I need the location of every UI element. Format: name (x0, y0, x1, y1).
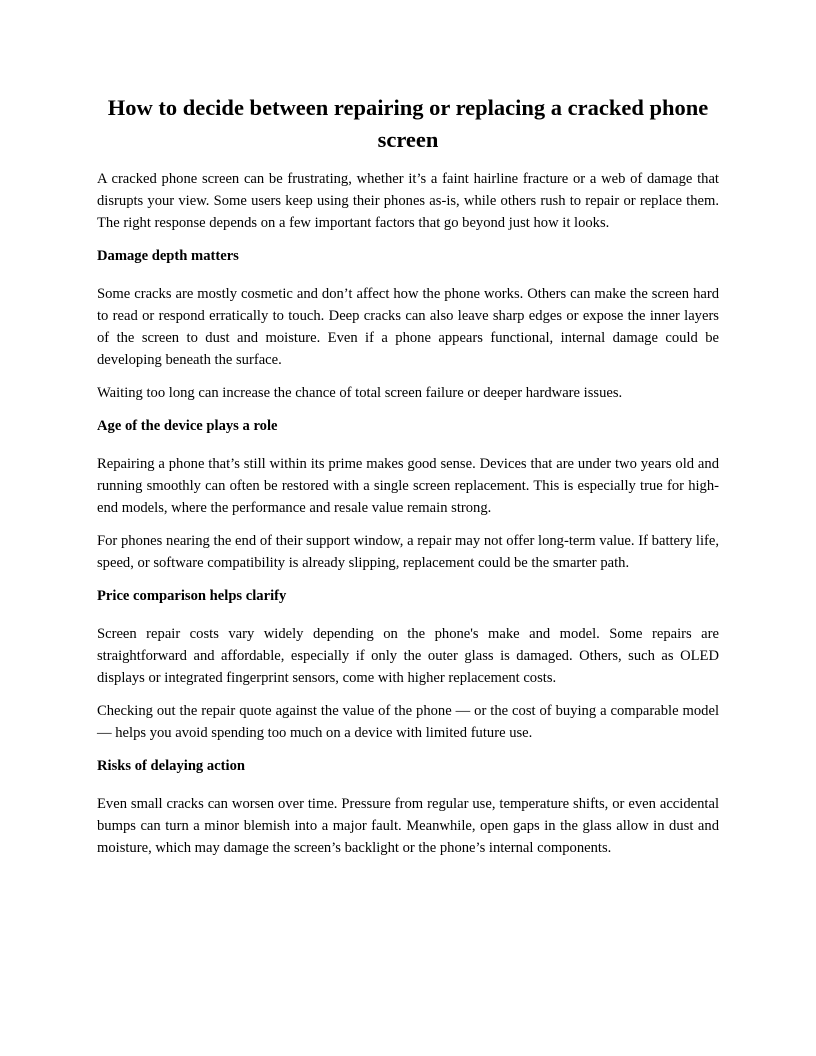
document-page (97, 92, 719, 870)
section-heading: Damage depth matters (97, 248, 239, 264)
section-price-comparison (97, 585, 719, 744)
section-paragraph: Repairing a phone that’s still within its prime makes good sense. Devices that are under two years old and running smoothly can often be restored with a single screen replacement. This is especially true for high-end models, where the performance and resale value remain strong. (97, 456, 719, 516)
section-heading: Risks of delaying action (97, 758, 245, 774)
section-paragraph: Checking out the repair quote against the value of the phone — or the cost of buying a comparable model — helps you avoid spending too much on a device with limited future use. (97, 703, 719, 741)
section-heading: Price comparison helps clarify (97, 588, 287, 604)
section-damage-depth (97, 245, 719, 404)
page-title: How to decide between repairing or replacing a cracked phone screen (107, 95, 709, 152)
section-paragraph: Even small cracks can worsen over time. Pressure from regular use, temperature shifts, or even accidental bumps can turn a minor blemish into a major fault. Meanwhile, open gaps in the glass allow in dust and moisture, which may damage the screen’s backlight or the phone’s internal components. (97, 796, 719, 856)
section-paragraph: Waiting too long can increase the chance of total screen failure or deeper hardware issues. (97, 385, 623, 401)
section-device-age (97, 415, 719, 574)
section-paragraph: For phones nearing the end of their support window, a repair may not offer long-term value. If battery life, speed, or software compatibility is already slipping, replacement could be the smarter path. (97, 533, 719, 571)
section-paragraph: Some cracks are mostly cosmetic and don’t affect how the phone works. Others can make the screen hard to read or respond erratically to touch. Deep cracks can also leave sharp edges or expose the inner layers of the screen to dust and moisture. Even if a phone appears functional, internal damage could be developing beneath the surface. (97, 286, 719, 368)
section-delay-risks (97, 755, 719, 859)
section-paragraph: Screen repair costs vary widely depending on the phone's make and model. Some repairs are straightforward and affordable, especially if only the outer glass is damaged. Others, such as OLED displays or integrated fingerprint sensors, come with higher replacement costs. (97, 626, 719, 686)
intro-paragraph: A cracked phone screen can be frustrating, whether it’s a faint hairline fracture or a web of damage that disrupts your view. Some users keep using their phones as-is, while others rush to repair or replace them. The right response depends on a few important factors that go beyond just how it looks. (97, 171, 719, 231)
section-heading: Age of the device plays a role (97, 418, 278, 434)
